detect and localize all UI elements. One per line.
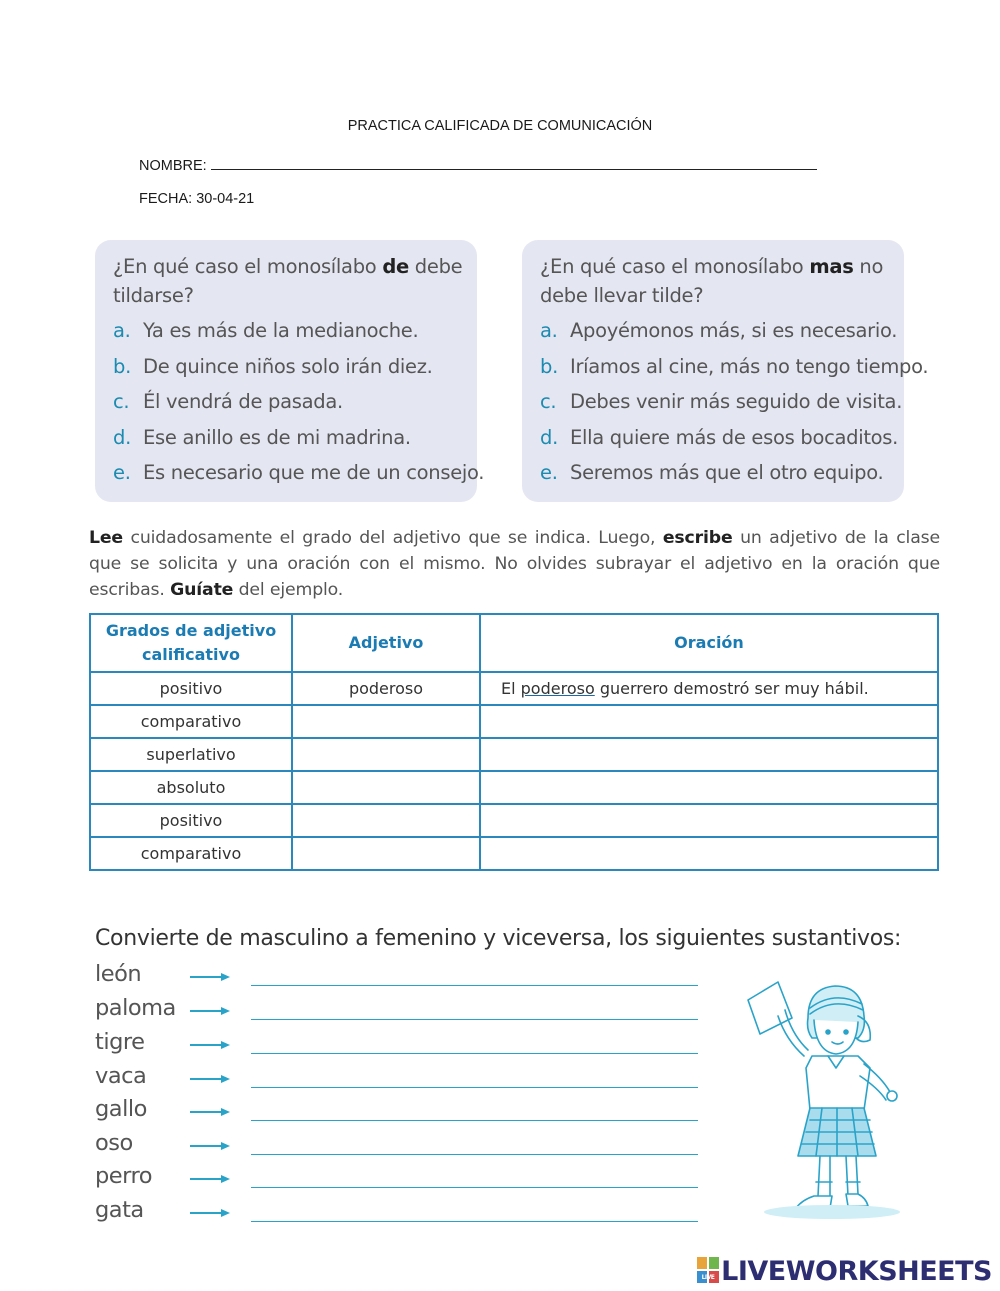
oracion-input[interactable] — [480, 738, 938, 771]
noun-word: gata — [95, 1197, 144, 1223]
grado-cell: absoluto — [90, 771, 292, 804]
oracion-input[interactable] — [480, 837, 938, 870]
nombre-line — [139, 155, 817, 174]
noun-word: león — [95, 961, 142, 987]
oracion-input[interactable] — [480, 804, 938, 837]
nombre-field[interactable] — [211, 155, 817, 170]
table-row — [90, 804, 938, 837]
gender-row — [95, 1029, 715, 1063]
grado-cell: superlativo — [90, 738, 292, 771]
table-row — [90, 738, 938, 771]
girl-illustration — [730, 960, 905, 1220]
noun-word: gallo — [95, 1096, 147, 1122]
header-adjetivo: Adjetivo — [292, 614, 480, 672]
option-b[interactable]: b. De quince niños solo irán diez. — [113, 355, 433, 378]
gender-row — [95, 1063, 715, 1097]
adjetivo-input[interactable] — [292, 738, 480, 771]
option-d[interactable]: d. Ese anillo es de mi madrina. — [113, 426, 411, 449]
answer-line[interactable] — [251, 1053, 698, 1054]
adjetivo-input[interactable] — [292, 705, 480, 738]
instructions: Lee cuidadosamente el grado del adjetivo que se indica. Luego, escribe un adjetivo de la clase que se solicita y una oración con el mismo. No olvides subrayar el adjetivo en la oración que escribas. Guíate del ejemplo. — [89, 528, 940, 600]
arrow-right-icon — [190, 1107, 230, 1117]
option-c[interactable]: c. Él vendrá de pasada. — [113, 390, 343, 413]
answer-line[interactable] — [251, 1019, 698, 1020]
question-box-de — [95, 240, 485, 502]
option-e[interactable]: e. Seremos más que el otro equipo. — [540, 461, 884, 484]
arrow-right-icon — [190, 1006, 230, 1016]
option-e[interactable]: e. Es necesario que me de un consejo. — [113, 461, 485, 484]
oracion-input[interactable] — [480, 705, 938, 738]
adjetivo-input[interactable] — [292, 837, 480, 870]
logo-badge-icon — [697, 1257, 719, 1283]
answer-line[interactable] — [251, 985, 698, 986]
header-grados: Grados de adjetivo calificativo — [90, 614, 292, 672]
answer-line[interactable] — [251, 1087, 698, 1088]
noun-word: paloma — [95, 995, 176, 1021]
noun-word: perro — [95, 1163, 153, 1189]
arrow-right-icon — [190, 1208, 230, 1218]
noun-word: vaca — [95, 1063, 147, 1089]
grado-cell: comparativo — [90, 837, 292, 870]
grado-cell: comparativo — [90, 705, 292, 738]
gender-row — [95, 1096, 715, 1130]
answer-line[interactable] — [251, 1120, 698, 1121]
grado-cell: positivo — [90, 672, 292, 705]
table-row — [90, 705, 938, 738]
gender-row — [95, 1130, 715, 1164]
gender-row — [95, 995, 715, 1029]
arrow-right-icon — [190, 1174, 230, 1184]
question-box-mas — [522, 240, 929, 502]
table-row — [90, 837, 938, 870]
option-a[interactable]: a. Ya es más de la medianoche. — [113, 319, 419, 342]
gender-row — [95, 961, 715, 995]
fecha-label: FECHA: 30-04-21 — [139, 191, 255, 207]
noun-word: tigre — [95, 1029, 145, 1055]
oracion-input[interactable] — [480, 771, 938, 804]
table-header-row — [90, 614, 938, 672]
answer-line[interactable] — [251, 1221, 698, 1222]
arrow-right-icon — [190, 1040, 230, 1050]
arrow-right-icon — [190, 1141, 230, 1151]
gender-row — [95, 1163, 715, 1197]
option-d[interactable]: d. Ella quiere más de esos bocaditos. — [540, 426, 899, 449]
table-row — [90, 771, 938, 804]
liveworksheets-logo: LIVE LIVEWORKSHEETS — [697, 1256, 992, 1287]
gender-exercise-title: Convierte de masculino a femenino y viceversa, los siguientes sustantivos: — [95, 926, 902, 951]
adjetivo-cell: poderoso — [292, 672, 480, 705]
arrow-right-icon — [190, 972, 230, 982]
noun-word: oso — [95, 1130, 133, 1156]
oracion-cell: El poderoso guerrero demostró ser muy hábil. — [480, 672, 938, 705]
answer-line[interactable] — [251, 1154, 698, 1155]
table-row — [90, 672, 938, 705]
question-prompt: ¿En qué caso el monosílabo mas no debe llevar tilde? — [540, 255, 884, 307]
gender-row — [95, 1197, 715, 1231]
header-oracion: Oración — [480, 614, 938, 672]
grado-cell: positivo — [90, 804, 292, 837]
arrow-right-icon — [190, 1074, 230, 1084]
nombre-label: NOMBRE: — [139, 158, 207, 174]
question-prompt: ¿En qué caso el monosílabo de debe tildarse? — [113, 255, 463, 307]
option-c[interactable]: c. Debes venir más seguido de visita. — [540, 390, 903, 413]
adjetivo-input[interactable] — [292, 804, 480, 837]
option-a[interactable]: a. Apoyémonos más, si es necesario. — [540, 319, 898, 342]
adjetivo-input[interactable] — [292, 771, 480, 804]
adjective-table — [89, 613, 939, 871]
page-title: PRACTICA CALIFICADA DE COMUNICACIÓN — [347, 118, 653, 134]
logo-badge-text: LIVE — [701, 1274, 715, 1281]
answer-line[interactable] — [251, 1187, 698, 1188]
option-b[interactable]: b. Iríamos al cine, más no tengo tiempo. — [540, 355, 929, 378]
underlined-adjective: poderoso — [520, 679, 595, 698]
